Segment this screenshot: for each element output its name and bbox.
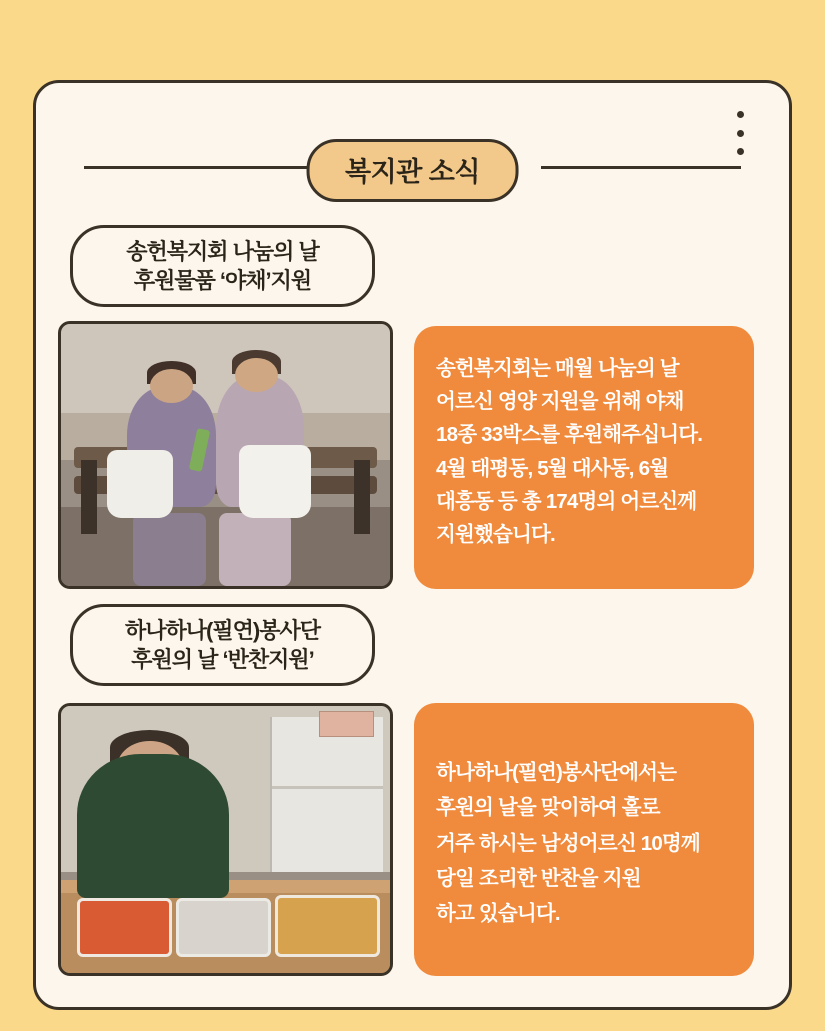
- section-1-heading: [70, 225, 375, 307]
- section-1-body: [414, 326, 754, 589]
- section-header: [36, 139, 789, 193]
- section-2-body-line-3: 거주 하시는 남성어르신 10명께: [436, 831, 700, 855]
- section-1-body-line-6: 지원했습니다.: [436, 523, 555, 547]
- header-rule-right: [541, 166, 741, 169]
- section-1-body-line-3: 18종 33박스를 후원해주십니다.: [436, 423, 703, 447]
- section-2-body-line-2: 후원의 날을 맞이하여 홀로: [436, 796, 660, 820]
- section-2-photo: [58, 703, 393, 976]
- section-1-heading-line1: 송헌복지회 나눔의 날: [126, 239, 319, 264]
- content-card: [33, 80, 792, 1010]
- section-2-body-line-5: 하고 있습니다.: [436, 902, 560, 925]
- section-1-body-line-4: 4월 태평동, 5월 대사동, 6월: [436, 456, 669, 480]
- section-2-body-line-1: 하나하나(필연)봉사단에서는: [436, 761, 677, 784]
- section-2-heading-line2: 후원의 날 ‘반찬지원’: [131, 647, 314, 673]
- section-1-heading-line2: 후원물품 ‘야채’지원: [133, 268, 312, 294]
- page-title: 복지관 소식: [306, 139, 519, 202]
- section-1-body-line-1: 송헌복지회는 매월 나눔의 날: [436, 357, 679, 380]
- section-2-body: [414, 703, 754, 976]
- section-2-heading: [70, 604, 375, 686]
- section-2-heading-line1: 하나하나(필연)봉사단: [125, 618, 320, 643]
- section-1-photo: [58, 321, 393, 589]
- section-1-body-line-2: 어르신 영양 지원을 위해 야채: [436, 390, 684, 414]
- header-rule-left: [84, 166, 321, 169]
- section-1-body-line-5: 대흥동 등 총 174명의 어르신께: [436, 489, 697, 513]
- section-2-body-line-4: 당일 조리한 반찬을 지원: [436, 866, 641, 890]
